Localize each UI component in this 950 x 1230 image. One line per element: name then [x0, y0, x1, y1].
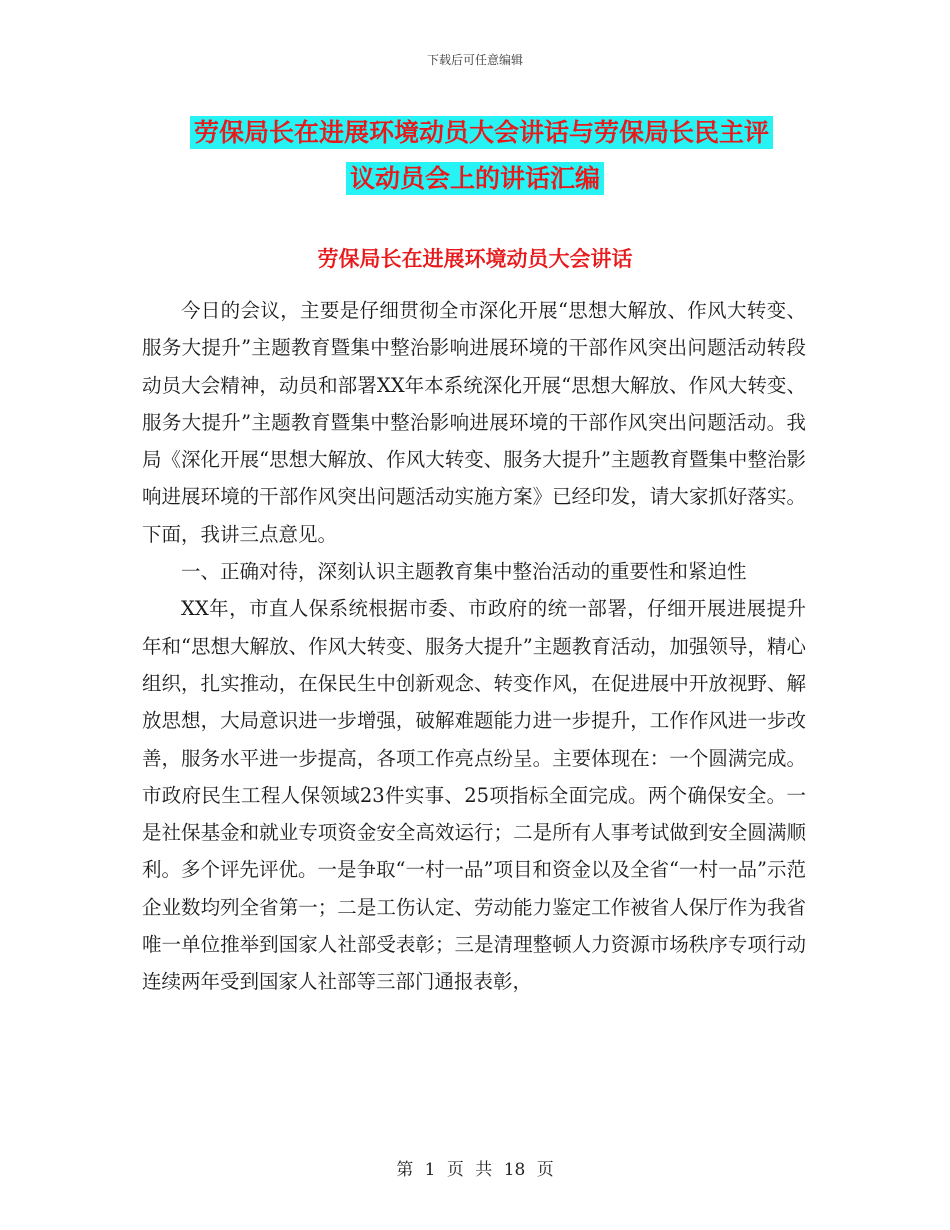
section-title: 劳保局长在进展环境动员大会讲话 — [317, 247, 633, 271]
document-title-line-2 — [190, 156, 810, 202]
paragraph: 今日的会议，主要是仔细贯彻全市深化开展“思想大解放、作风大转变、服务大提升”主题教育暨集中整治影响进展环境的干部作风突出问题活动转段动员大会精神，动员和部署XX年本系统深化开展“思想大解放、作风大转变、服务大提升”主题教育暨集中整治影响进展环境的干部作风突出问题活动。我局《深化开展“思想大解放、作风大转变、服务大提升”主题教育暨集中整治影响进展环境的干部作风突出问题活动实施方案》已经印发，请大家抓好落实。下面，我讲三点意见。 — [142, 299, 806, 546]
document-title — [190, 110, 810, 202]
paragraph-heading: 一、正确对待，深刻认识主题教育集中整治活动的重要性和紧迫性 — [181, 560, 747, 584]
page-header-note: 下载后可任意编辑 — [426, 53, 523, 67]
document-body — [142, 292, 806, 1001]
title-highlight: 劳保局长在进展环境动员大会讲话与劳保局长民主评 — [190, 116, 773, 149]
title-highlight: 议动员会上的讲话汇编 — [346, 162, 604, 195]
document-title-line-1 — [190, 110, 810, 156]
paragraph: XX年，市直人保系统根据市委、市政府的统一部署，仔细开展进展提升年和“思想大解放、作风大转变、服务大提升”主题教育活动，加强领导，精心组织，扎实推动，在保民生中创新观念、转变作风，在促进展中开放视野、解放思想，大局意识进一步增强，破解难题能力进一步提升，工作作风进一步改善，服务水平进一步提高，各项工作亮点纷呈。主要体现在：一个圆满完成。市政府民生工程人保领域23件实事、25项指标全面完成。两个确保安全。一是社保基金和就业专项资金安全高效运行；二是所有人事考试做到安全圆满顺利。多个评先评优。一是争取“一村一品”项目和资金以及全省“一村一品”示范企业数均列全省第一；二是工伤认定、劳动能力鉴定工作被省人保厅作为我省唯一单位推举到国家人社部受表彰；三是清理整顿人力资源市场秩序专项行动连续两年受到国家人社部等三部门通报表彰， — [142, 597, 806, 994]
page-number: 第 1 页 共 18 页 — [396, 1160, 554, 1180]
